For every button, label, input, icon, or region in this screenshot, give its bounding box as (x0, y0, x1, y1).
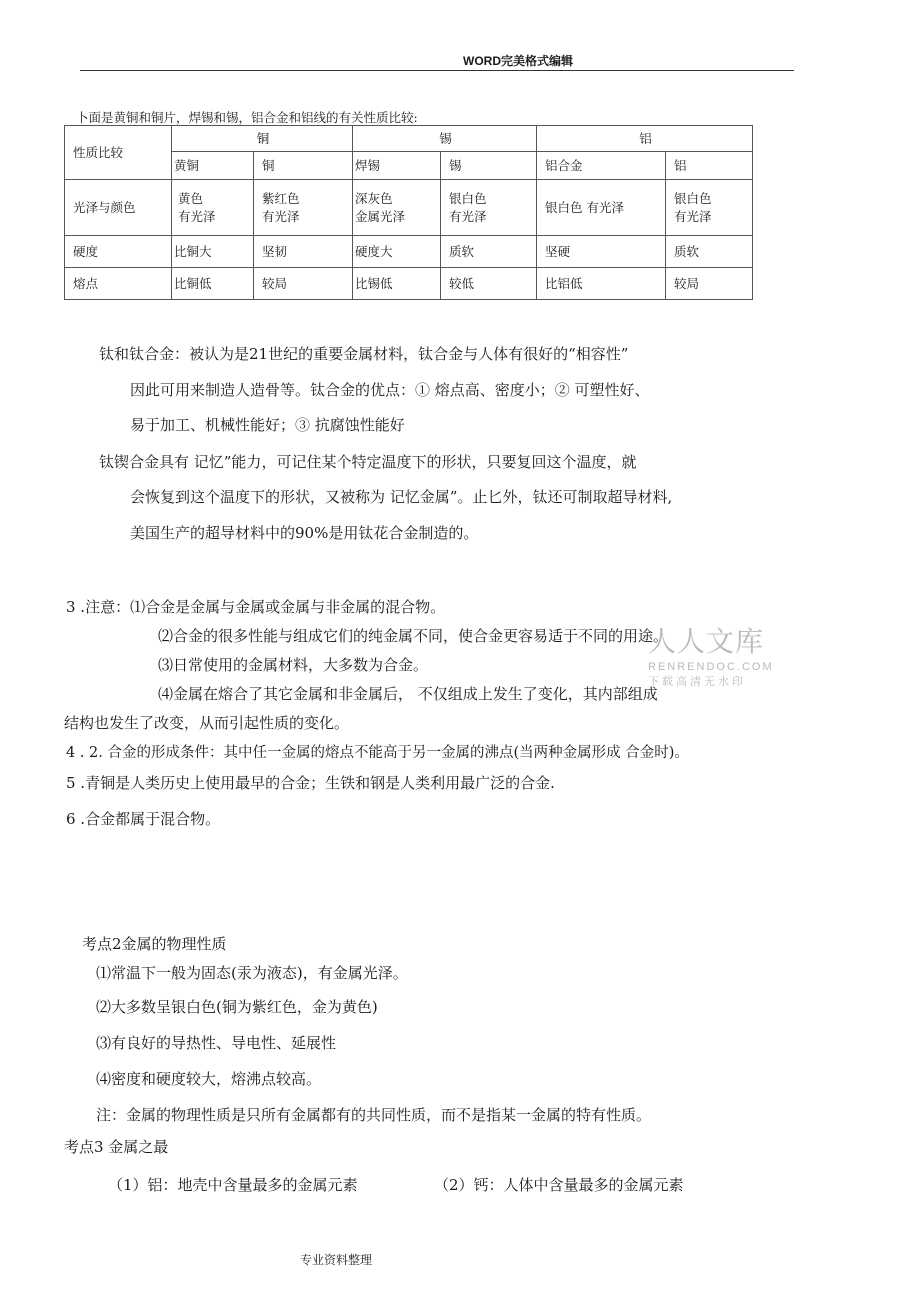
page-footer: 专业资料整理 (300, 1253, 373, 1267)
row-label: 熔点 (65, 268, 172, 300)
kd3-item-2: （2）钙：人体中含量最多的金属元素 (434, 1176, 684, 1194)
subhead-aluminum-alloy: 铝合金 (537, 152, 666, 180)
row-label: 硬度 (65, 236, 172, 268)
ti-line-6: 美国生产的超导材料中的90%是用钛花合金制造的。 (130, 524, 479, 542)
kd2-item-1: ⑴常温下一般为固态(汞为液态)，有金属光泽。 (96, 964, 408, 982)
subhead-tin: 锡 (441, 152, 537, 180)
table-cell: 较局 (254, 268, 353, 300)
kd3-title: 考点3 金属之最 (64, 1138, 169, 1156)
kd2-item-3: ⑶有良好的导热性、导电性、延展性 (96, 1034, 337, 1052)
table-cell: 比铜低 (172, 268, 254, 300)
note-5: 5 .青铜是人类历史上使用最早的合金；生铁和钢是人类利用最广泛的合金. (66, 774, 555, 792)
watermark-url: RENRENDOC.COM (648, 661, 774, 673)
ti-line-3: 易于加工、机械性能好；③ 抗腐蚀性能好 (130, 416, 405, 434)
subhead-aluminum: 铝 (666, 152, 753, 180)
note-3-line-2: ⑵合金的很多性能与组成它们的纯金属不同，使合金更容易适于不同的用途。 (158, 627, 669, 645)
group-header-copper: 铜 (172, 126, 353, 152)
ti-line-1: 钛和钛合金：被认为是21世纪的重要金属材料，钛合金与人体有很好的“相容性” (99, 345, 629, 363)
note-3-line-4: ⑷金属在熔合了其它金属和非金属后， 不仅组成上发生了变化，其内部组成 (158, 685, 658, 703)
watermark-subtitle: 下载高清无水印 (648, 675, 746, 688)
table-cell: 深灰色 金属光泽 (353, 180, 441, 236)
table-cell: 硬度大 (353, 236, 441, 268)
watermark-logo: 人人文库 (648, 625, 765, 658)
table-cell: 银白色 有光泽 (441, 180, 537, 236)
header-title-text: WORD完美格式编辑 (463, 54, 573, 68)
table-cell: 质软 (441, 236, 537, 268)
note-3-line-3: ⑶日常使用的金属材料，大多数为合金。 (158, 656, 429, 674)
row-label: 光泽与颜色 (65, 180, 172, 236)
table-cell: 比铝低 (537, 268, 666, 300)
header-divider (80, 70, 794, 71)
table-cell: 比锡低 (353, 268, 441, 300)
watermark (648, 620, 774, 689)
kd2-item-4: ⑷密度和硬度较大，熔沸点较高。 (96, 1070, 322, 1088)
note-4: 4 . 2. 合金的形成条件：其中任一金属的熔点不能高于另一金属的沸点(当两种金属形成 合金时)。 (66, 745, 689, 761)
table-cell: 质软 (666, 236, 753, 268)
table-cell: 银白色 有光泽 (537, 180, 666, 236)
table-cell: 坚韧 (254, 236, 353, 268)
table-corner-cell: 性质比较 (65, 126, 172, 180)
subhead-solder: 焊锡 (353, 152, 441, 180)
ti-line-2: 因此可用来制造人造骨等。钛合金的优点：① 熔点高、密度小；② 可塑性好、 (130, 381, 650, 399)
note-3-line-5: 结构也发生了改变，从而引起性质的变化。 (64, 714, 350, 732)
ti-line-5: 会恢复到这个温度下的形状，又被称为 记忆金属”。止匕外，钛还可制取超导材料, (130, 488, 673, 506)
table-cell: 紫红色 有光泽 (254, 180, 353, 236)
property-comparison-table (64, 125, 753, 300)
table-cell: 坚硬 (537, 236, 666, 268)
kd3-item-1: （1）铝：地壳中含量最多的金属元素 (108, 1176, 358, 1194)
table-cell: 较低 (441, 268, 537, 300)
group-header-aluminum: 铝 (537, 126, 753, 152)
ti-line-4: 钛锲合金具有 记忆”能力，可记住某个特定温度下的形状，只要复回这个温度，就 (99, 453, 637, 471)
table-intro: 卜面是黄铜和铜片，焊锡和锡，铝合金和铝线的有关性质比较: (76, 110, 418, 125)
table-cell: 银白色 有光泽 (666, 180, 753, 236)
note-6: 6 .合金都属于混合物。 (66, 810, 221, 828)
subhead-copper: 铜 (254, 152, 353, 180)
table-row (65, 180, 753, 236)
page-header-title (463, 52, 573, 69)
subhead-brass: 黄铜 (172, 152, 254, 180)
table-row (65, 268, 753, 300)
table-cell: 比铜大 (172, 236, 254, 268)
group-header-tin: 锡 (353, 126, 537, 152)
table-row (65, 236, 753, 268)
kd2-note: 注：金属的物理性质是只所有金属都有的共同性质，而不是指某一金属的特有性质。 (96, 1106, 652, 1124)
kd2-title: 考点2金属的物理性质 (82, 935, 227, 953)
note-3-line-1: 3 .注意：⑴合金是金属与金属或金属与非金属的混合物。 (66, 598, 446, 616)
kd2-item-2: ⑵大多数呈银白色(铜为紫红色，金为黄色) (96, 998, 378, 1016)
table-cell: 较局 (666, 268, 753, 300)
table-cell: 黄色 有光泽 (172, 180, 254, 236)
